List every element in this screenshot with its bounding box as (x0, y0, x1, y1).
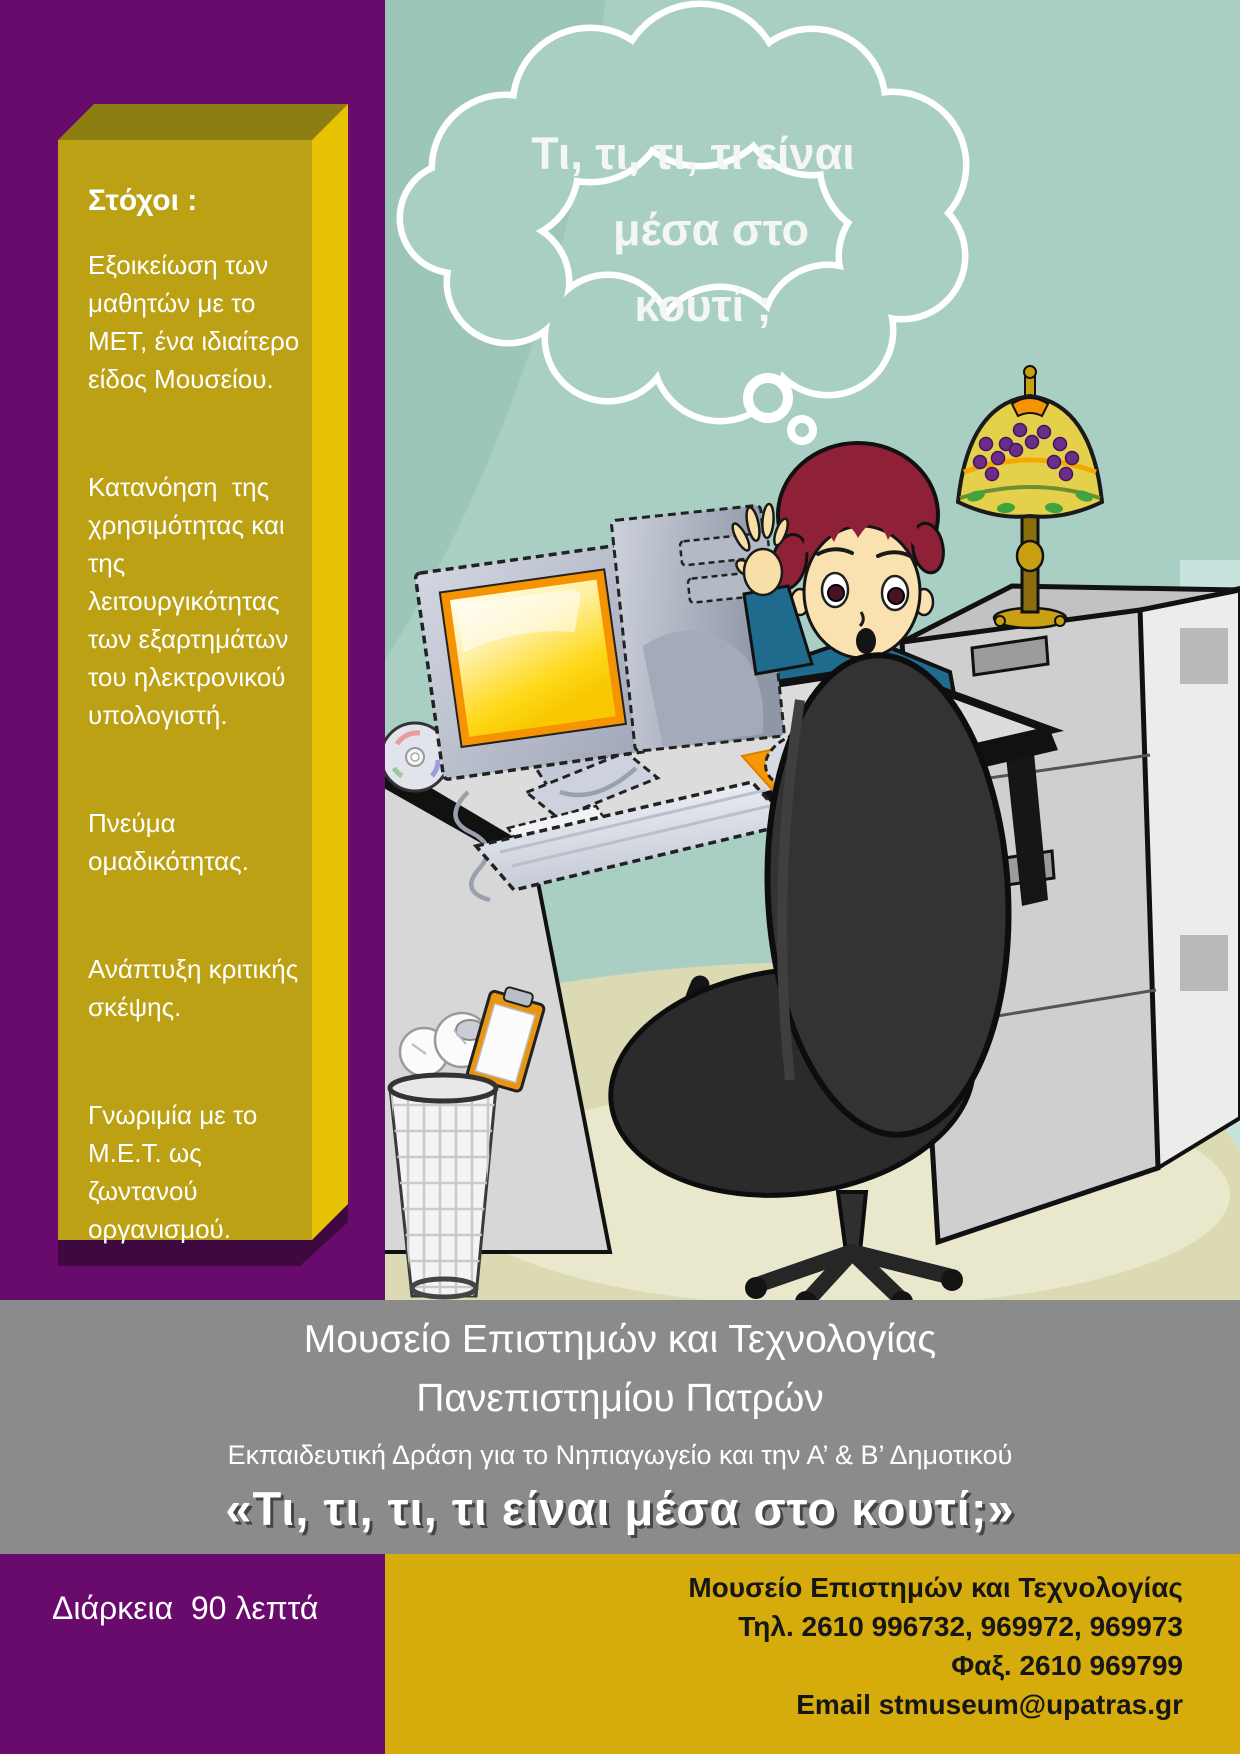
goal-item: Κατανόηση της χρησιμότητας και της λειτουργικότητας των εξαρτημάτων του ηλεκτρονικού υπολογιστή. (88, 472, 296, 730)
goal-item: Εξοικείωση των μαθητών με το ΜΕΤ, ένα ιδιαίτερο είδος Μουσείου. (88, 250, 307, 394)
museum-name-line1: Μουσείο Επιστημών και Τεχνολογίας (303, 1318, 937, 1361)
bubble-line: κουτί ; (634, 280, 772, 331)
banner-subtitle: Εκπαιδευτική Δράση για το Νηπιαγωγείο και την Α’ & Β’ Δημοτικού (227, 1440, 1013, 1470)
boy-mouth (856, 628, 876, 654)
bubble-line: Τι, τι, τι, τι είναι (531, 128, 855, 179)
goals-title: Στόχοι : (88, 184, 198, 217)
contact-fax: Φαξ. 2610 969799 (951, 1650, 1183, 1681)
goal-item: Πνεύμα ομαδικότητας. (88, 808, 249, 876)
museum-name-line2: Πανεπιστημίου Πατρών (416, 1377, 824, 1420)
goals-box-side-face (312, 104, 348, 1240)
activity-title: «Τι, τι, τι, τι είναι μέσα στο κουτί;» (225, 1482, 1015, 1535)
duration-block (0, 1554, 385, 1754)
duration-text: Διάρκεια 90 λεπτά (52, 1590, 319, 1626)
contact-email: Email stmuseum@upatras.gr (796, 1689, 1183, 1720)
goals-box-top-face (58, 104, 348, 140)
goal-item: Γνωριμία με το Μ.Ε.Τ. ως ζωντανού οργανισμού. (88, 1100, 265, 1244)
thought-bubble-text (438, 116, 948, 344)
bubble-line: μέσα στο (613, 204, 809, 255)
banner (0, 1300, 1240, 1554)
contact-block (385, 1554, 1240, 1754)
goal-item: Ανάπτυξη κριτικής σκέψης. (88, 954, 306, 1022)
goals-box (58, 140, 312, 1244)
contact-museum-name: Μουσείο Επιστημών και Τεχνολογίας (688, 1572, 1183, 1603)
contact-phone: Τηλ. 2610 996732, 969972, 969973 (738, 1611, 1183, 1642)
